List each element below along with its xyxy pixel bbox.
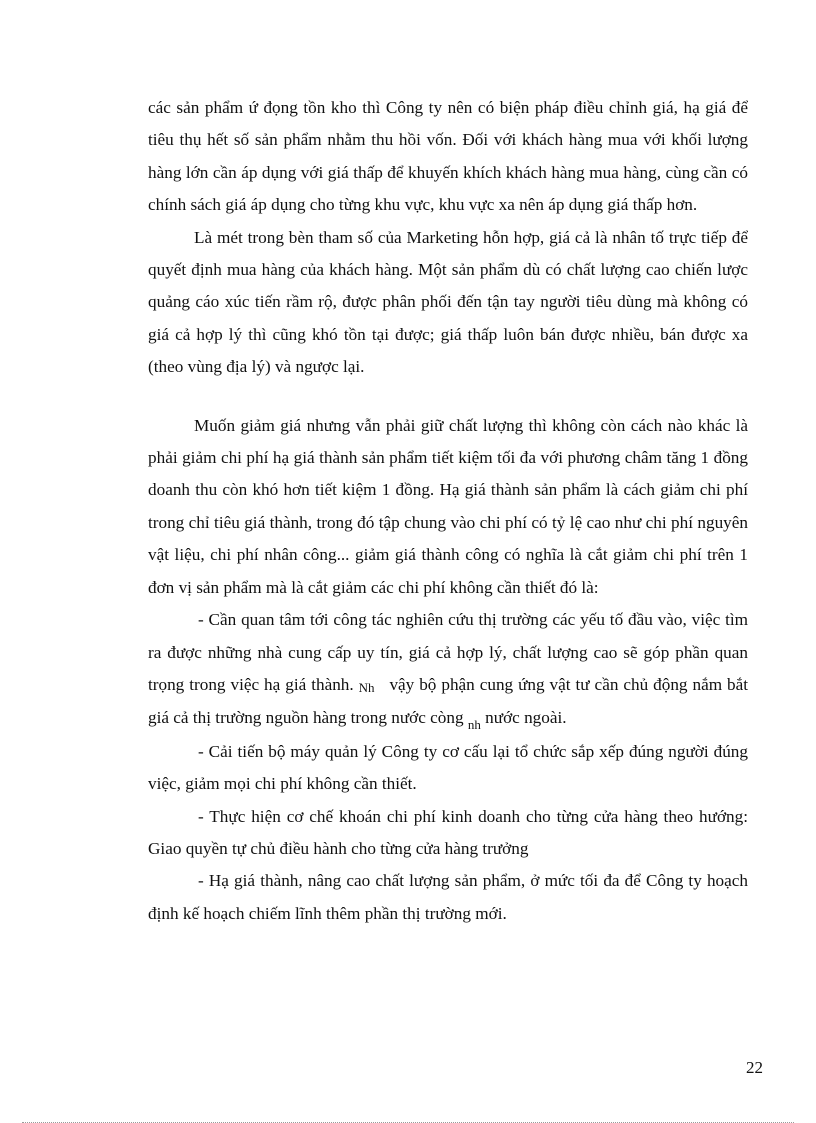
- bullet-reduce-cost: - Hạ giá thành, nâng cao chất lượng sản phẩm, ở mức tối đa để Công ty hoạch định kế hoạch chiếm lĩnh thêm phần thị trường mới.: [148, 871, 748, 923]
- truncated-word-nh-2: nh: [467, 717, 481, 733]
- paragraph-spacer: [148, 384, 748, 410]
- body-text: [148, 92, 748, 930]
- bullet-restructure: - Cải tiến bộ máy quản lý Công ty cơ cấu lại tổ chức sắp xếp đúng người đúng việc, giảm mọi chi phí không cần thiết.: [148, 741, 748, 794]
- bullet-text-part1: - Cần quan tâm tới công tác nghiên cứu thị trường các yếu tố đầu vào, việc tìm ra được những nhà cung cấp uy tín, giá cả hợp lý, chất lượng cao sẽ góp phần quan trọng trong việc hạ giá thành.: [148, 610, 748, 694]
- page-number: 22: [746, 1058, 763, 1077]
- truncated-word-nh: Nh: [358, 679, 375, 695]
- bullet-text-part3: nước ngoài.: [485, 708, 567, 728]
- paragraph-3: Muốn giảm giá nhưng vẫn phải giữ chất lượng thì không còn cách nào khác là phải giảm chi phí hạ giá thành sản phẩm tiết kiệm tối đa với phương châm tăng 1 đồng doanh thu còn khó hơn tiết kiệm 1 đồng. Hạ giá thành sản phẩm là cách giảm chi phí trong chỉ tiêu giá thành, trong đó tập chung vào chi phí có tỷ lệ cao như chi phí nguyên vật liệu, chi phí nhân công... giảm giá thành công có nghĩa là cắt giảm chi phí trên 1 đơn vị sản phẩm mà là cắt giảm các chi phí không cần thiết đó là:: [148, 415, 748, 597]
- paragraph-2: Là mét trong bèn tham số của Marketing hỗn hợp, giá cả là nhân tố trực tiếp để quyết định mua hàng của khách hàng. Một sản phẩm dù có chất lượng cao chiến lược quảng cáo xúc tiến rầm rộ, được phân phối đến tận tay người tiêu dùng mà không có giá cả hợp lý thì cũng khó tồn tại được; giá thấp luôn bán được nhiều, bán được xa (theo vùng địa lý) và ngược lại.: [148, 227, 748, 377]
- bullet-text-part2: vậy bộ phận cung ứng vật tư cần chủ động nắm bắt giá cả thị trường nguồn hàng trong nước còng: [148, 674, 749, 728]
- paragraph-1: các sản phẩm ứ đọng tồn kho thì Công ty nên có biện pháp điều chỉnh giá, hạ giá để tiêu thụ hết số sản phẩm nhằm thu hồi vốn. Đối với khách hàng mua với khối lượng hàng lớn cần áp dụng với giá thấp để khuyến khích khách hàng mua hàng, cùng cần có chính sách giá áp dụng cho từng khu vực, khu vực xa nên áp dụng giá thấp hơn.: [148, 98, 748, 215]
- bullet-supplier-research: [148, 604, 748, 736]
- bullet-cost-contract: - Thực hiện cơ chế khoán chi phí kinh doanh cho từng cửa hàng theo hướng: Giao quyền tự chủ điều hành cho từng cửa hàng trưởng: [148, 806, 748, 858]
